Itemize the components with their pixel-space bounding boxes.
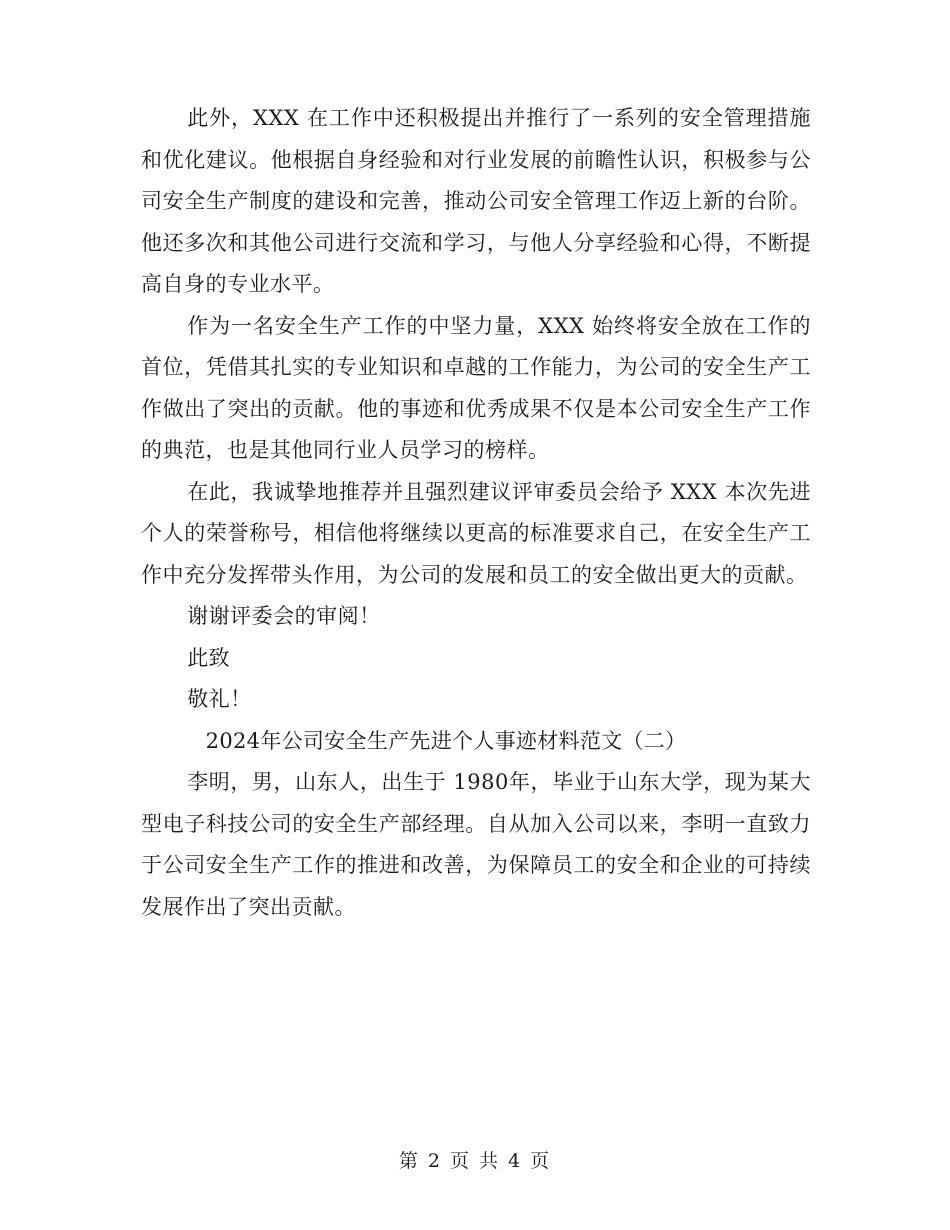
closing-salutation: 此致	[187, 645, 231, 670]
document-body	[141, 98, 811, 928]
page-number: 第 2 页 共 4 页	[398, 1150, 552, 1172]
paragraph: 在此，我诚挚地推荐并且强烈建议评审委员会给予 XXX 本次先进个人的荣誉称号，相信他将继续以更高的标准要求自己，在安全生产工作中充分发挥带头作用，为公司的发展和员工的安全做出更大的贡献。	[141, 479, 811, 587]
section-title: 2024年公司安全生产先进个人事迹材料范文（二）	[205, 728, 687, 753]
paragraph: 作为一名安全生产工作的中坚力量，XXX 始终将安全放在工作的首位，凭借其扎实的专业知识和卓越的工作能力，为公司的安全生产工作做出了突出的贡献。他的事迹和优秀成果不仅是本公司安全生产工作的典范，也是其他同行业人员学习的榜样。	[141, 313, 811, 462]
paragraph: 此外，XXX 在工作中还积极提出并推行了一系列的安全管理措施和优化建议。他根据自身经验和对行业发展的前瞻性认识，积极参与公司安全生产制度的建设和完善，推动公司安全管理工作迈上新的台阶。他还多次和其他公司进行交流和学习，与他人分享经验和心得，不断提高自身的专业水平。	[141, 106, 811, 296]
paragraph: 李明，男，山东人，出生于 1980年，毕业于山东大学，现为某大型电子科技公司的安全生产部经理。自从加入公司以来，李明一直致力于公司安全生产工作的推进和改善，为保障员工的安全和企业的可持续发展作出了突出贡献。	[141, 770, 811, 919]
closing-thanks: 谢谢评委会的审阅！	[187, 604, 381, 628]
closing-regards: 敬礼！	[187, 687, 252, 711]
